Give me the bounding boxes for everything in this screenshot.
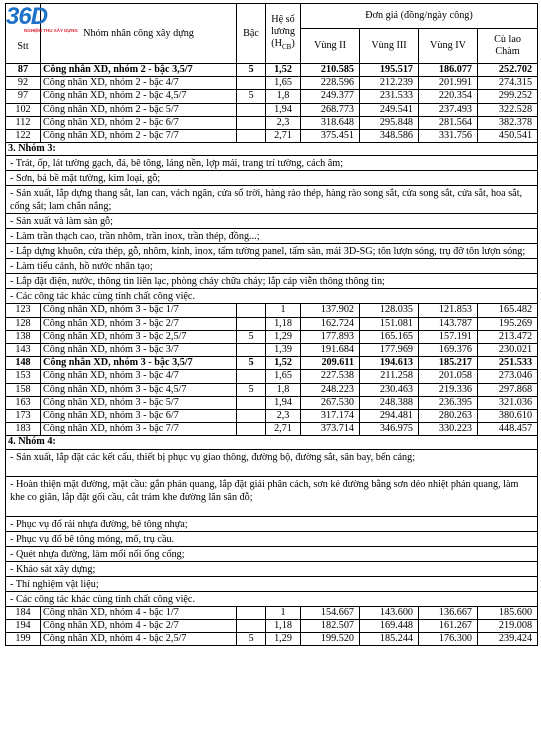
cell-vung-4: 201.058: [419, 370, 478, 383]
header-vung-3: Vùng III: [360, 29, 419, 64]
section-item-row: [6, 591, 538, 606]
section-item-row: [6, 274, 538, 289]
cell-group: Công nhân XD, nhóm 3 - bậc 4/7: [41, 370, 237, 383]
section-item: - Các công tác khác cùng tính chất công việc.: [6, 289, 538, 304]
table-row: [6, 330, 538, 343]
cell-cu-lao-cham: 219.008: [478, 619, 538, 632]
cell-bac: 5: [237, 357, 266, 370]
cell-vung-4: 161.267: [419, 619, 478, 632]
cell-vung-2: 199.520: [301, 633, 360, 646]
header-stt: Stt: [6, 4, 41, 64]
cell-vung-3: 177.969: [360, 344, 419, 357]
cell-vung-2: 227.538: [301, 370, 360, 383]
section-item-row: [6, 259, 538, 274]
cell-bac: 5: [237, 64, 266, 77]
cell-group: Công nhân XD, nhóm 3 - bậc 6/7: [41, 410, 237, 423]
cell-stt: 143: [6, 344, 41, 357]
section-item-row: [6, 171, 538, 186]
section-item-row: [6, 476, 538, 516]
header-bac: Bậc: [237, 4, 266, 64]
cell-stt: 102: [6, 103, 41, 116]
cell-group: Công nhân XD, nhóm 4 - bậc 2,5/7: [41, 633, 237, 646]
section-item: - Quét nhựa đường, làm mối nối ống cống;: [6, 546, 538, 561]
cell-vung-2: 375.451: [301, 130, 360, 143]
cell-coefficient: 1,18: [266, 317, 301, 330]
cell-vung-4: 157.191: [419, 330, 478, 343]
cell-vung-4: 330.223: [419, 423, 478, 436]
cell-vung-2: 267.530: [301, 396, 360, 409]
section-title: 3. Nhóm 3:: [6, 143, 538, 156]
cell-vung-3: 294.481: [360, 410, 419, 423]
cell-cu-lao-cham: 380.610: [478, 410, 538, 423]
cell-stt: 199: [6, 633, 41, 646]
cell-bac: [237, 344, 266, 357]
cell-bac: 5: [237, 633, 266, 646]
cell-vung-4: 143.787: [419, 317, 478, 330]
cell-stt: 153: [6, 370, 41, 383]
cell-group: Công nhân XD, nhóm 2 - bậc 4,5/7: [41, 90, 237, 103]
section-item: - Sản xuất, lắp dựng thang sắt, lan can, vách ngăn, cửa sổ trời, hàng rào thép, hàng rào song sắt, cửa song sắt, cửa sắt, hoa sắt, cổng sắt; lam chắn nắng;: [6, 186, 538, 214]
cell-vung-4: 186.077: [419, 64, 478, 77]
cell-bac: [237, 103, 266, 116]
cell-vung-3: 346.975: [360, 423, 419, 436]
section-item-row: [6, 229, 538, 244]
cell-bac: [237, 304, 266, 317]
cell-vung-4: 280.263: [419, 410, 478, 423]
cell-vung-3: 195.517: [360, 64, 419, 77]
cell-vung-3: 194.613: [360, 357, 419, 370]
table-row: [6, 130, 538, 143]
table-row: [6, 410, 538, 423]
table-row: [6, 77, 538, 90]
cell-coefficient: 1,52: [266, 64, 301, 77]
cell-coefficient: 2,3: [266, 116, 301, 129]
table-row: [6, 383, 538, 396]
cell-vung-3: 128.035: [360, 304, 419, 317]
table-row: [6, 619, 538, 632]
section-item-row: [6, 449, 538, 476]
cell-group: Công nhân XD, nhóm 3 - bậc 2,5/7: [41, 330, 237, 343]
table-row: [6, 317, 538, 330]
cell-group: Công nhân XD, nhóm 2 - bậc 5/7: [41, 103, 237, 116]
cell-stt: 173: [6, 410, 41, 423]
cell-vung-3: 295.848: [360, 116, 419, 129]
cell-group: Công nhân XD, nhóm 4 - bậc 2/7: [41, 619, 237, 632]
cell-bac: 5: [237, 90, 266, 103]
logo-subtext: NGHIỆM THU XÂY DỰNG: [24, 28, 78, 33]
cell-coefficient: 1,94: [266, 103, 301, 116]
cell-vung-3: 185.244: [360, 633, 419, 646]
cell-vung-2: 209.611: [301, 357, 360, 370]
cell-group: Công nhân XD, nhóm 4 - bậc 1/7: [41, 606, 237, 619]
cell-vung-2: 137.902: [301, 304, 360, 317]
cell-vung-3: 231.533: [360, 90, 419, 103]
cell-coefficient: 1,29: [266, 330, 301, 343]
cell-cu-lao-cham: 382.378: [478, 116, 538, 129]
section-item: - Lắp đặt điện, nước, thông tin liên lạc, phòng cháy chữa cháy; lắp cáp viễn thông thông tin;: [6, 274, 538, 289]
cell-stt: 138: [6, 330, 41, 343]
cell-vung-2: 182.507: [301, 619, 360, 632]
cell-coefficient: 2,3: [266, 410, 301, 423]
table-row: [6, 304, 538, 317]
section-item: - Trát, ốp, lát tường gạch, đá, bê tông, láng nền, lợp mái, trang trí tường, cách âm;: [6, 156, 538, 171]
table-row: [6, 64, 538, 77]
site-logo: [4, 3, 78, 35]
cell-stt: 123: [6, 304, 41, 317]
cell-group: Công nhân XD, nhóm 3 - bậc 1/7: [41, 304, 237, 317]
cell-bac: [237, 77, 266, 90]
table-row: [6, 344, 538, 357]
cell-vung-4: 121.853: [419, 304, 478, 317]
table-row: [6, 423, 538, 436]
table-row: [6, 396, 538, 409]
table-body: [6, 64, 538, 646]
cell-vung-4: 281.564: [419, 116, 478, 129]
cell-group: Công nhân XD, nhóm 3 - bậc 2/7: [41, 317, 237, 330]
cell-group: Công nhân XD, nhóm 2 - bậc 6/7: [41, 116, 237, 129]
cell-coefficient: 1,8: [266, 90, 301, 103]
section-item-row: [6, 561, 538, 576]
section-item: - Khảo sát xây dựng;: [6, 561, 538, 576]
cell-stt: 158: [6, 383, 41, 396]
cell-vung-2: 268.773: [301, 103, 360, 116]
section-item-row: [6, 214, 538, 229]
cell-stt: 183: [6, 423, 41, 436]
cell-cu-lao-cham: 230.021: [478, 344, 538, 357]
cell-group: Công nhân XD, nhóm 2 - bậc 3,5/7: [41, 64, 237, 77]
cell-stt: 87: [6, 64, 41, 77]
cell-vung-3: 249.541: [360, 103, 419, 116]
cell-bac: [237, 410, 266, 423]
cell-vung-2: 210.585: [301, 64, 360, 77]
cell-vung-3: 151.081: [360, 317, 419, 330]
cell-stt: 112: [6, 116, 41, 129]
section-item: - Sản xuất và làm sàn gỗ;: [6, 214, 538, 229]
cell-vung-3: 165.165: [360, 330, 419, 343]
cell-cu-lao-cham: 297.868: [478, 383, 538, 396]
cell-coefficient: 2,71: [266, 423, 301, 436]
table-row: [6, 370, 538, 383]
cell-cu-lao-cham: 273.046: [478, 370, 538, 383]
section-item: - Phục vụ đổ bê tông móng, mố, trụ cầu.: [6, 531, 538, 546]
cell-group: Công nhân XD, nhóm 3 - bậc 5/7: [41, 396, 237, 409]
cell-bac: 5: [237, 383, 266, 396]
cell-stt: 194: [6, 619, 41, 632]
header-vung-2: Vùng II: [301, 29, 360, 64]
table-row: [6, 633, 538, 646]
cell-vung-2: 162.724: [301, 317, 360, 330]
section-item: - Làm tiểu cảnh, hồ nước nhân tạo;: [6, 259, 538, 274]
section-item-row: [6, 531, 538, 546]
cell-cu-lao-cham: 195.269: [478, 317, 538, 330]
cell-coefficient: 1,94: [266, 396, 301, 409]
cell-vung-4: 176.300: [419, 633, 478, 646]
cell-cu-lao-cham: 239.424: [478, 633, 538, 646]
cell-coefficient: 1,8: [266, 383, 301, 396]
cell-vung-4: 220.354: [419, 90, 478, 103]
cell-vung-4: 185.217: [419, 357, 478, 370]
cell-coefficient: 1: [266, 304, 301, 317]
cell-cu-lao-cham: 185.600: [478, 606, 538, 619]
cell-vung-2: 318.648: [301, 116, 360, 129]
section-item: - Hoàn thiện mặt đường, mặt cầu: gắn phản quang, lắp đặt giải phân cách, sơn kẻ đường bằng sơn dẻo nhiệt phản quang, làm khe co giãn, lắp đặt gối cầu, cắt trám khe đường lăn sân đỗ;: [6, 476, 538, 516]
section-item-row: [6, 289, 538, 304]
header-cu-lao-cham: Cù lao Chàm: [478, 29, 538, 64]
cell-coefficient: 1: [266, 606, 301, 619]
cell-cu-lao-cham: 299.252: [478, 90, 538, 103]
wage-table: [5, 3, 538, 646]
cell-vung-4: 136.667: [419, 606, 478, 619]
cell-vung-3: 248.388: [360, 396, 419, 409]
cell-bac: [237, 396, 266, 409]
cell-vung-2: 373.714: [301, 423, 360, 436]
cell-vung-4: 331.756: [419, 130, 478, 143]
cell-cu-lao-cham: 165.482: [478, 304, 538, 317]
cell-coefficient: 1,18: [266, 619, 301, 632]
table-row: [6, 606, 538, 619]
section-item: - Phục vụ đổ rải nhựa đường, bê tông nhựa;: [6, 516, 538, 531]
cell-stt: 148: [6, 357, 41, 370]
section-item: - Sản xuất, lắp đặt các kết cấu, thiết bị phục vụ giao thông, đường bộ, đường sắt, sân bay, bến cảng;: [6, 449, 538, 476]
cell-vung-4: 219.336: [419, 383, 478, 396]
section-item: - Làm trần thạch cao, trần nhôm, trần inox, trần thép, đồng...;: [6, 229, 538, 244]
cell-bac: [237, 317, 266, 330]
cell-cu-lao-cham: 251.533: [478, 357, 538, 370]
table-row: [6, 90, 538, 103]
cell-bac: [237, 370, 266, 383]
cell-stt: 163: [6, 396, 41, 409]
cell-bac: 5: [237, 330, 266, 343]
cell-group: Công nhân XD, nhóm 3 - bậc 7/7: [41, 423, 237, 436]
section-title-row: [6, 436, 538, 449]
header-unit-price: Đơn giá (đồng/ngày công): [301, 4, 538, 29]
cell-coefficient: 1,39: [266, 344, 301, 357]
cell-stt: 92: [6, 77, 41, 90]
table-row: [6, 357, 538, 370]
cell-coefficient: 1,29: [266, 633, 301, 646]
cell-cu-lao-cham: 274.315: [478, 77, 538, 90]
cell-coefficient: 1,65: [266, 370, 301, 383]
section-item-row: [6, 576, 538, 591]
section-title: 4. Nhóm 4:: [6, 436, 538, 449]
section-item-row: [6, 186, 538, 214]
cell-bac: [237, 619, 266, 632]
cell-cu-lao-cham: 448.457: [478, 423, 538, 436]
section-item-row: [6, 244, 538, 259]
cell-vung-3: 348.586: [360, 130, 419, 143]
cell-vung-3: 211.258: [360, 370, 419, 383]
section-item-row: [6, 156, 538, 171]
cell-vung-2: 228.596: [301, 77, 360, 90]
cell-stt: 122: [6, 130, 41, 143]
cell-cu-lao-cham: 450.541: [478, 130, 538, 143]
cell-vung-3: 169.448: [360, 619, 419, 632]
logo-mark: 36D: [6, 3, 48, 30]
cell-vung-2: 191.684: [301, 344, 360, 357]
header-coefficient: Hệ số lương $(H_{CB})$: [266, 4, 301, 64]
cell-coefficient: 1,52: [266, 357, 301, 370]
cell-group: Công nhân XD, nhóm 3 - bậc 3,5/7: [41, 357, 237, 370]
cell-vung-2: 248.223: [301, 383, 360, 396]
section-item: - Sơn, bả bề mặt tường, kim loại, gỗ;: [6, 171, 538, 186]
cell-group: Công nhân XD, nhóm 3 - bậc 4,5/7: [41, 383, 237, 396]
table-row: [6, 116, 538, 129]
cell-vung-4: 201.991: [419, 77, 478, 90]
cell-cu-lao-cham: 322.528: [478, 103, 538, 116]
cell-bac: [237, 606, 266, 619]
cell-bac: [237, 423, 266, 436]
cell-cu-lao-cham: 252.702: [478, 64, 538, 77]
cell-vung-4: 236.395: [419, 396, 478, 409]
cell-group: Công nhân XD, nhóm 3 - bậc 3/7: [41, 344, 237, 357]
header-vung-4: Vùng IV: [419, 29, 478, 64]
cell-stt: 128: [6, 317, 41, 330]
cell-vung-4: 237.493: [419, 103, 478, 116]
cell-cu-lao-cham: 213.472: [478, 330, 538, 343]
section-item: - Lắp dựng khuôn, cửa thép, gỗ, nhôm, kính, inox, tấm tường panel, tấm sàn, mái 3D-SG; tôn lượn sóng, trụ đỡ tôn lượn sóng;: [6, 244, 538, 259]
cell-stt: 184: [6, 606, 41, 619]
section-title-row: [6, 143, 538, 156]
section-item-row: [6, 546, 538, 561]
section-item: - Các công tác khác cùng tính chất công việc.: [6, 591, 538, 606]
cell-coefficient: 1,65: [266, 77, 301, 90]
cell-vung-3: 212.239: [360, 77, 419, 90]
cell-coefficient: 2,71: [266, 130, 301, 143]
section-item: - Thí nghiệm vật liệu;: [6, 576, 538, 591]
cell-vung-2: 154.667: [301, 606, 360, 619]
table-row: [6, 103, 538, 116]
cell-vung-4: 169.376: [419, 344, 478, 357]
cell-group: Công nhân XD, nhóm 2 - bậc 4/7: [41, 77, 237, 90]
cell-vung-3: 143.600: [360, 606, 419, 619]
cell-stt: 97: [6, 90, 41, 103]
cell-vung-2: 317.174: [301, 410, 360, 423]
section-item-row: [6, 516, 538, 531]
cell-vung-3: 230.463: [360, 383, 419, 396]
cell-vung-2: 249.377: [301, 90, 360, 103]
cell-bac: [237, 116, 266, 129]
cell-bac: [237, 130, 266, 143]
cell-vung-2: 177.893: [301, 330, 360, 343]
header-group: Nhóm nhân công xây dựng: [41, 4, 237, 64]
cell-cu-lao-cham: 321.036: [478, 396, 538, 409]
cell-group: Công nhân XD, nhóm 2 - bậc 7/7: [41, 130, 237, 143]
